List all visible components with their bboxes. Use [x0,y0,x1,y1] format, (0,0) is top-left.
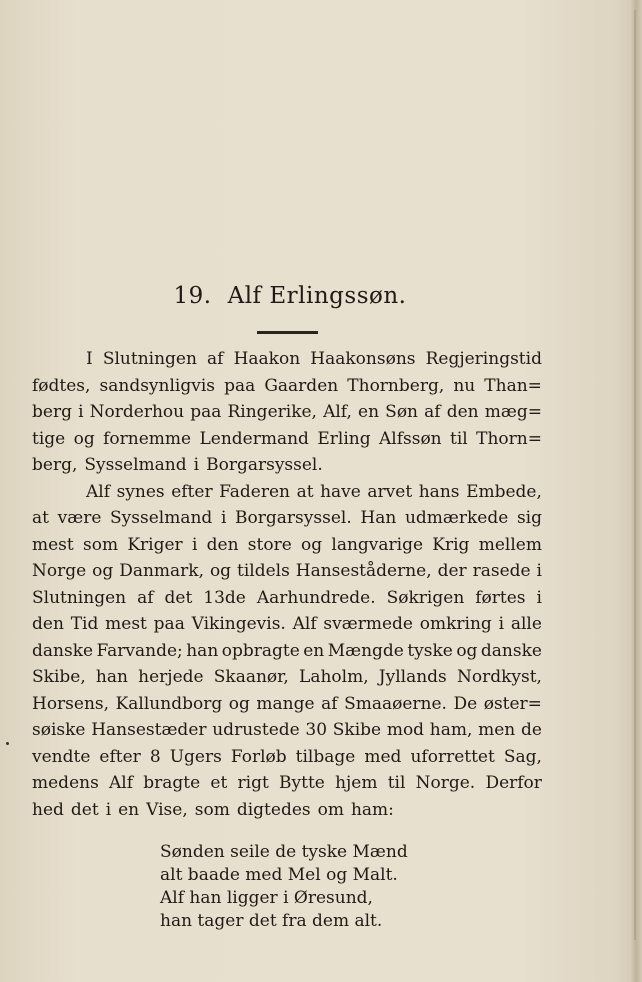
word: ham: [350,799,394,820]
word: Regjeringstid [425,349,542,369]
word: Norderhou [89,402,185,422]
word: Erling [317,428,371,449]
word: den [206,534,239,555]
word: Embede, [466,481,542,502]
text-line [32,426,542,453]
word: en [118,799,140,820]
word: langvarige [331,534,424,555]
verse-line: Alf han ligger i Øresund, [160,888,373,908]
word: Ugers [169,746,222,767]
word: et [210,773,228,793]
verse [160,841,408,933]
word: sværmede [323,614,413,634]
word: Aarhundrede. [256,587,376,608]
word: til [450,428,468,449]
word: I [86,349,93,369]
page-edge [630,0,642,982]
word: De [453,693,478,714]
word: Borgarsyssel. [235,508,352,528]
word: at [296,481,314,502]
word: førtes [475,587,526,608]
verse-line: han tager det fra dem alt. [160,911,383,931]
word: de [520,720,542,740]
word: det [164,587,193,608]
word: tige [32,428,66,449]
word: uforrettet [410,746,495,767]
word: Thorn= [476,428,542,449]
word: mest [105,614,147,634]
word: mest [32,534,74,555]
text-line [32,452,542,479]
word: Thornberg, [347,375,445,396]
word: hjem [335,773,378,793]
word: Slutningen [102,349,197,369]
word: Farvande; [96,640,183,661]
word: og [92,561,114,581]
word: Forløb [230,746,287,767]
text-line [32,744,542,771]
word: som [83,534,119,555]
word: Faderen [219,481,290,502]
word: medens [32,773,99,793]
word: efter [171,481,213,502]
word: med [364,746,402,767]
text-line [32,611,542,638]
text-line [32,585,542,612]
word: fornemme [103,428,192,449]
text-line [32,664,542,691]
word: og [228,693,250,714]
word: men [478,720,516,740]
verse-line: alt baade med Mel og Malt. [160,865,398,885]
word: tilbage [295,746,356,767]
word: Danmark, [119,561,204,581]
word: Søn [385,402,419,422]
word: og [301,534,323,555]
text-line [32,399,542,426]
word: om [317,799,344,820]
word: danske [32,640,94,661]
word: Haakon [233,349,301,369]
word: og [209,561,232,581]
word: Slutningen [32,587,127,608]
text-line [32,558,542,585]
word: Sag, [503,746,542,767]
text-line [32,770,542,797]
word: paa [153,614,185,634]
word: Bytte [279,773,325,793]
word: mod [386,720,425,740]
chapter-number: 19. [173,283,212,309]
word: Søkrigen [386,587,465,608]
word: til [387,773,406,793]
word: af [137,587,154,608]
word: som [194,799,230,820]
word: i [536,587,542,608]
word: rigt [237,773,269,793]
word: sandsynligvis [99,375,216,396]
word: store [247,534,292,555]
word: synes [116,481,165,502]
word: være [57,508,102,528]
word: Han [360,508,397,528]
body-text [32,346,542,823]
word: den [32,614,64,634]
word: ham, [429,720,473,740]
word: i [105,799,112,820]
word: Kriger [127,534,183,555]
page-edge-line [634,10,636,940]
word: tyske [407,640,453,661]
word: Nordkyst, [456,667,542,687]
word: herjede [138,667,204,687]
word: Mængde [327,640,404,661]
word: bragte [143,773,201,793]
text-line [32,346,542,373]
word: en [358,402,380,422]
word: det [70,799,99,820]
text-line [32,532,542,559]
text-line [32,717,542,744]
word: Hansestæder [91,720,207,740]
word: alle [510,614,542,634]
word: digtedes [236,799,311,820]
word: berg, [32,455,78,475]
word: Alf [109,773,134,793]
word: hans [418,481,460,502]
word: Krig [432,534,470,555]
word: omkring [419,614,492,634]
word: 30 [305,720,328,740]
word: Alf [292,614,317,634]
word: have [320,481,361,502]
text-line [32,373,542,400]
word: der [437,561,467,581]
chapter-heading [5,283,575,309]
word: Horsens, [32,693,110,714]
word: Smaaøerne. [344,693,447,714]
word: Jyllands [378,667,447,687]
text-line [32,691,542,718]
word: den [446,402,479,422]
word: han [95,667,128,687]
word: Borgarsyssel. [206,455,323,475]
chapter-title: Alf Erlingssøn. [227,283,407,309]
text-line [32,797,542,824]
word: berg [32,402,72,422]
word: Hanseståderne, [295,561,432,581]
word: af [321,693,338,714]
word: i [536,561,542,581]
word: Tid [70,614,99,634]
word: Ringerike, [227,402,317,422]
word: rasede [472,561,531,581]
word: mange [256,693,315,714]
word: danske [480,640,542,661]
word: efter [99,746,141,767]
word: søiske [32,720,86,740]
word: en [303,640,325,661]
text-line [32,505,542,532]
word: Skaanør, [213,667,289,687]
word: af [424,402,441,422]
word: Laholm, [299,667,369,687]
word: tildels [237,561,290,581]
margin-mark [6,742,9,745]
word: og [456,640,478,661]
word: mellem [478,534,542,555]
word: arvet [367,481,413,502]
word: Than= [484,375,542,396]
word: og [73,428,95,449]
word: han [186,640,219,661]
word: nu [453,375,476,396]
word: vendte [32,746,91,767]
word: Skibe, [32,667,86,687]
word: Derfor [485,773,542,793]
word: at [32,508,49,528]
word: Vikingevis. [191,614,286,634]
word: i [193,455,200,475]
word: Alf, [323,402,352,422]
word: 13de [203,587,246,608]
word: Lendermand [199,428,309,449]
word: Haakonsøns [310,349,416,369]
word: paa [190,402,222,422]
word: Alf [86,481,111,502]
word: paa [224,375,256,396]
word: opbragte [221,640,300,661]
word: i [78,402,84,422]
word: Alfssøn [378,428,442,449]
word: i [220,508,227,528]
word: sig [516,508,542,528]
word: Sysselmand [110,508,213,528]
heading-rule [257,331,318,334]
word: i [498,614,505,634]
word: af [207,349,224,369]
text-line [32,479,542,506]
verse-line: Sønden seile de tyske Mænd [160,842,408,862]
word: Gaarden [264,375,339,396]
word: Vise, [146,799,188,820]
word: udrustede [212,720,300,740]
word: Skibe [332,720,382,740]
word: Norge. [415,773,476,793]
word: Kallundborg [115,693,223,714]
word: fødtes, [32,375,91,396]
word: hed [32,799,64,820]
word: mæg= [484,402,542,422]
word: udmærkede [404,508,509,528]
text-line [32,638,542,665]
word: 8 [149,746,161,767]
word: Norge [32,561,87,581]
word: øster= [483,693,542,714]
word: i [191,534,198,555]
word: Sysselmand [84,455,187,475]
